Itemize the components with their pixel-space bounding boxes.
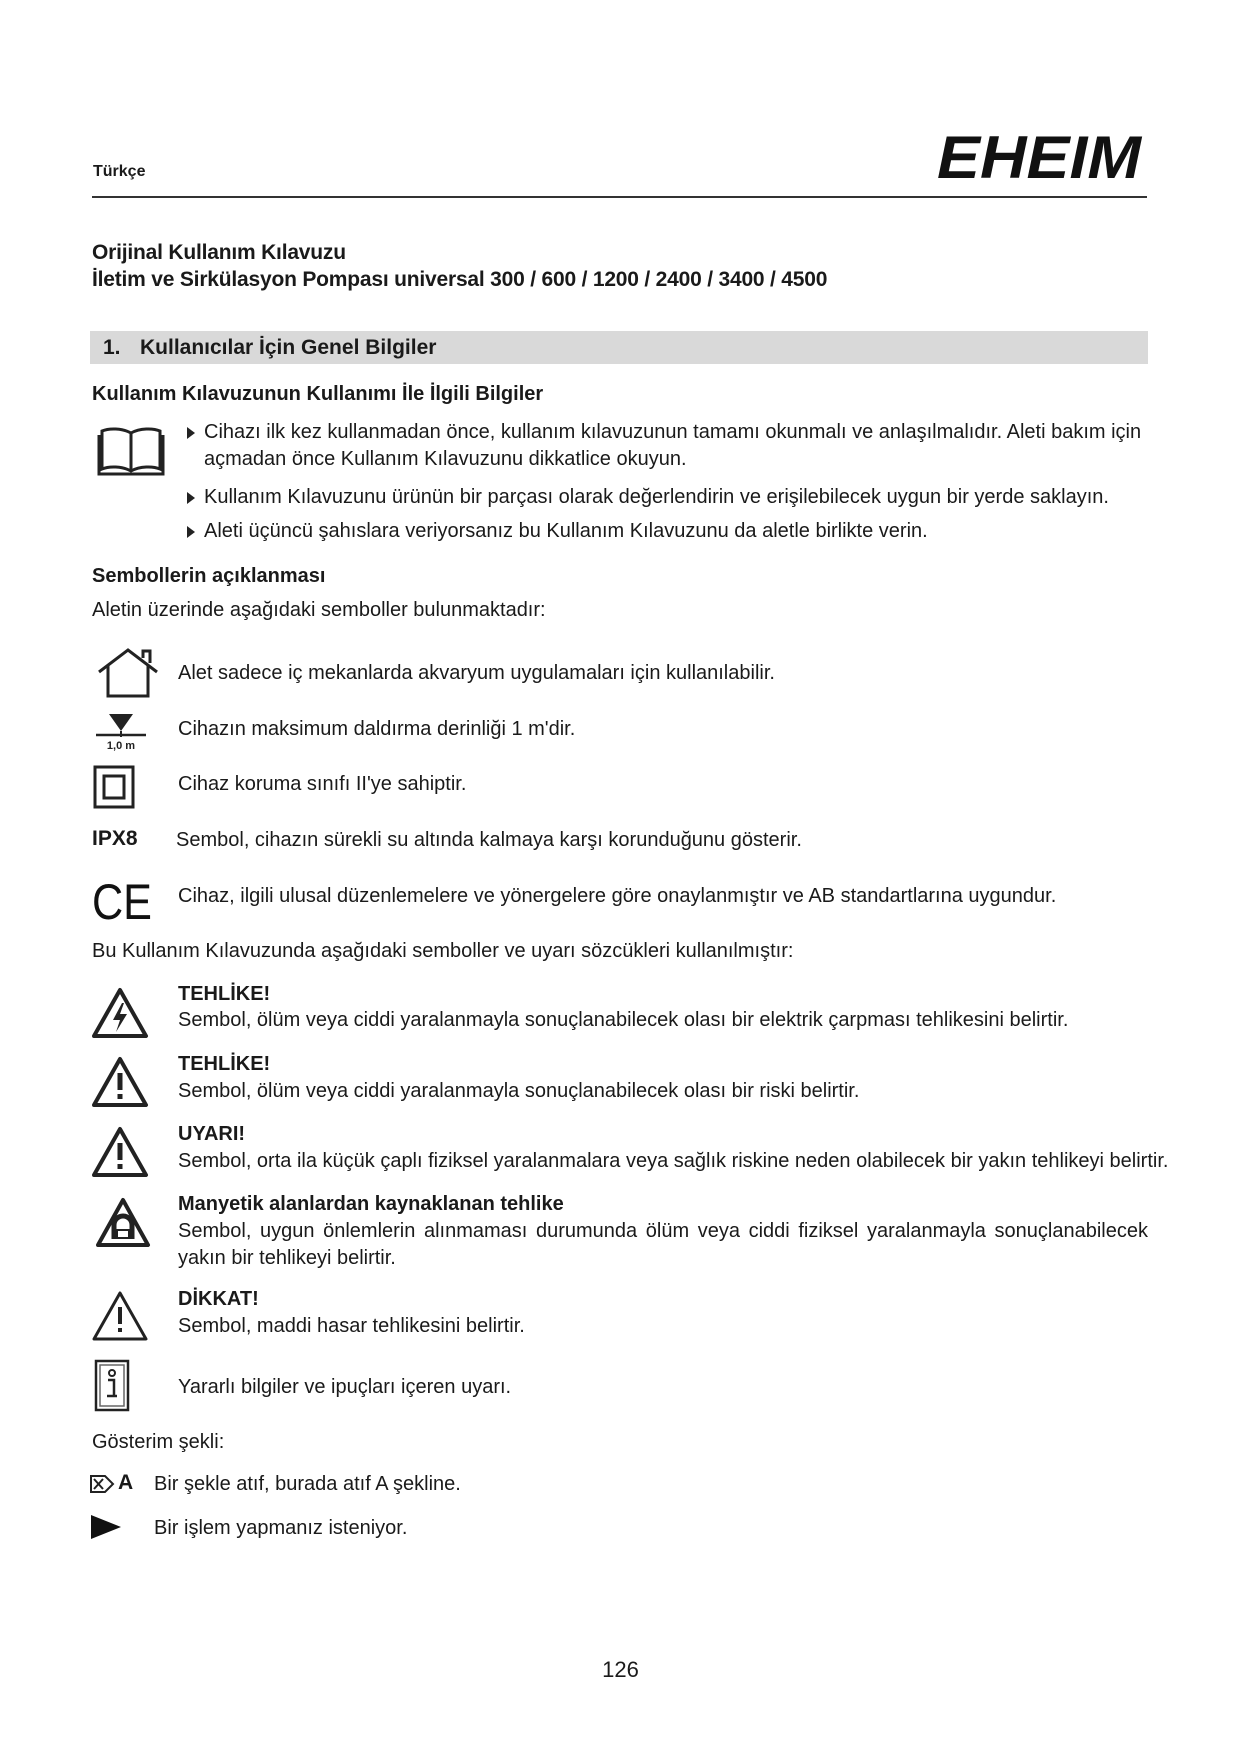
info-text: Yararlı bilgiler ve ipuçları içeren uyarı. bbox=[178, 1376, 512, 1398]
magnetic-field-icon bbox=[95, 1197, 151, 1254]
section-number: 1. bbox=[103, 336, 121, 359]
ce-mark-text: CE bbox=[92, 874, 152, 930]
figure-reference-label: A bbox=[118, 1471, 134, 1494]
document-title: Orijinal Kullanım Kılavuzu bbox=[92, 241, 346, 264]
section-heading-bar bbox=[90, 331, 1148, 364]
warning-title-3: UYARI! bbox=[178, 1123, 246, 1145]
header-divider bbox=[92, 196, 1147, 198]
book-icon bbox=[97, 425, 165, 482]
section-title: Kullanıcılar İçin Genel Bilgiler bbox=[140, 336, 437, 359]
action-text: Bir işlem yapmanız isteniyor. bbox=[154, 1517, 408, 1539]
warning-text-2: Sembol, ölüm veya ciddi yaralanmayla sonuçlanabilecek olası bir riski belirtir. bbox=[178, 1080, 860, 1102]
manual-bullet-2: Kullanım Kılavuzunu ürünün bir parçası olarak değerlendirin ve erişilebilecek uygun bir yerde saklayın. bbox=[204, 486, 1109, 508]
symbol-text-2: Cihazın maksimum daldırma derinliği 1 m'dir. bbox=[178, 718, 576, 740]
warning-title-1: TEHLİKE! bbox=[178, 983, 271, 1005]
figure-reference-icon bbox=[89, 1474, 115, 1499]
symbol-text-1: Alet sadece iç mekanlarda akvaryum uygulamaları için kullanılabilir. bbox=[178, 662, 775, 684]
warning-text-4: Sembol, uygun önlemlerin alınmaması durumunda ölüm veya ciddi fiziksel yaralanmayla sonuçlanabilecek yakın bir tehlikeyi belirtir. bbox=[178, 1220, 1148, 1269]
danger-icon bbox=[91, 1056, 149, 1113]
manual-bullet-3: Aleti üçüncü şahıslara veriyorsanız bu Kullanım Kılavuzunu da aletle birlikte verin. bbox=[204, 520, 928, 542]
symbol-text-4: Sembol, cihazın sürekli su altında kalmaya karşı korunduğunu gösterir. bbox=[176, 829, 802, 851]
language-label: Türkçe bbox=[93, 163, 146, 180]
figure-reference-text: Bir şekle atıf, burada atıf A şekline. bbox=[154, 1473, 461, 1495]
ce-mark-icon bbox=[92, 874, 154, 930]
symbol-text-3: Cihaz koruma sınıfı II'ye sahiptir. bbox=[178, 773, 467, 795]
warning-title-2: TEHLİKE! bbox=[178, 1053, 271, 1075]
manual-info-heading: Kullanım Kılavuzunun Kullanımı İle İlgili Bilgiler bbox=[92, 383, 544, 405]
page-number: 126 bbox=[602, 1657, 639, 1682]
warning-text-3: Sembol, orta ila küçük çaplı fiziksel yaralanmalara veya sağlık riskine neden olabilecek bir yakın tehlikeyi belirtir. bbox=[178, 1150, 1169, 1172]
class-ii-icon bbox=[93, 765, 135, 814]
warning-title-5: DİKKAT! bbox=[178, 1288, 259, 1310]
symbols-heading: Sembollerin açıklanması bbox=[92, 565, 326, 587]
document-subtitle: İletim ve Sirkülasyon Pompası universal 300 / 600 / 1200 / 2400 / 3400 / 4500 bbox=[92, 268, 828, 291]
depth-label: 1,0 m bbox=[106, 740, 136, 752]
depth-icon bbox=[93, 713, 149, 758]
brand-logo bbox=[937, 124, 1144, 191]
symbols-intro: Aletin üzerinde aşağıdaki semboller bulunmaktadır: bbox=[92, 599, 546, 621]
notation-heading: Gösterim şekli: bbox=[92, 1431, 225, 1453]
warning-text-1: Sembol, ölüm veya ciddi yaralanmayla sonuçlanabilecek olası bir elektrik çarpması tehlikesini belirtir. bbox=[178, 1009, 1069, 1031]
action-arrow-icon bbox=[90, 1514, 122, 1545]
warning-title-4: Manyetik alanlardan kaynaklanan tehlike bbox=[178, 1193, 564, 1215]
brand-logo-text: EHEIM bbox=[937, 124, 1144, 191]
caution-icon bbox=[91, 1290, 149, 1347]
warning-text-5: Sembol, maddi hasar tehlikesini belirtir. bbox=[178, 1315, 525, 1337]
electric-hazard-icon bbox=[91, 987, 149, 1044]
warning-icon bbox=[91, 1126, 149, 1183]
warnings-intro: Bu Kullanım Kılavuzunda aşağıdaki semboller ve uyarı sözcükleri kullanılmıştır: bbox=[92, 940, 794, 962]
symbol-text-5: Cihaz, ilgili ulusal düzenlemelere ve yönergelere göre onaylanmıştır ve AB standartlarına uygundur. bbox=[178, 885, 1057, 907]
manual-bullet-1: Cihazı ilk kez kullanmadan önce, kullanım kılavuzunun tamamı okunmalı ve anlaşılmalıdır. Aleti bakım için açmadan önce Kullanım Kılavuzunu dikkatlice okuyun. bbox=[204, 421, 1142, 470]
info-icon bbox=[93, 1358, 131, 1419]
house-icon bbox=[96, 647, 160, 704]
ipx8-label: IPX8 bbox=[92, 827, 138, 850]
